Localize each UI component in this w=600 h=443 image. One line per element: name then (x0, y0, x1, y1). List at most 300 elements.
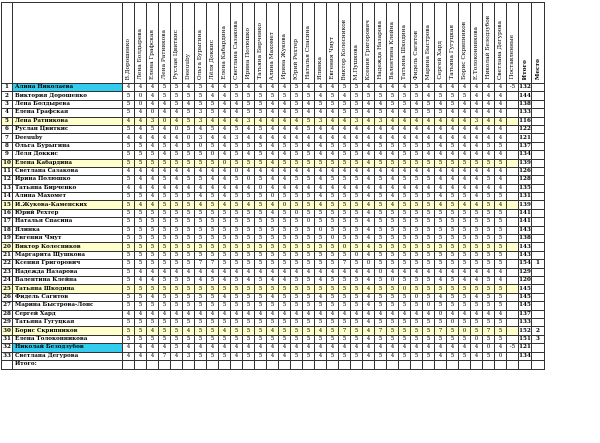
score-cell[interactable]: 4 (363, 176, 375, 184)
score-cell[interactable]: 5 (231, 302, 243, 310)
score-cell[interactable]: 5 (123, 293, 135, 301)
score-cell[interactable]: 5 (435, 226, 447, 234)
score-cell[interactable]: 5 (459, 302, 471, 310)
place-cell[interactable] (532, 209, 545, 217)
score-cell[interactable]: 4 (291, 310, 303, 318)
score-cell[interactable]: 4 (135, 184, 147, 192)
score-cell[interactable]: 4 (327, 109, 339, 117)
score-cell[interactable]: 5 (183, 125, 195, 133)
footer-score-cell[interactable] (195, 360, 207, 369)
total-cell[interactable]: 137 (519, 310, 531, 317)
score-cell[interactable]: 4 (483, 134, 495, 142)
score-cell[interactable]: 5 (387, 293, 399, 301)
score-cell[interactable]: 4 (207, 134, 219, 142)
score-cell[interactable]: 4 (351, 310, 363, 318)
score-cell[interactable]: 5 (171, 209, 183, 217)
score-cell[interactable]: 5 (327, 318, 339, 326)
score-cell[interactable]: 5 (303, 193, 315, 201)
score-cell[interactable]: 4 (363, 159, 375, 167)
score-cell[interactable]: 4 (267, 159, 279, 167)
score-cell[interactable]: 4 (375, 84, 387, 92)
score-cell[interactable]: 4 (279, 84, 291, 92)
score-cell[interactable]: 5 (267, 251, 279, 259)
score-cell[interactable]: 5 (375, 201, 387, 209)
score-cell[interactable]: 5 (231, 285, 243, 293)
score-cell[interactable]: 5 (123, 100, 135, 108)
score-cell[interactable]: 4 (315, 276, 327, 284)
score-cell[interactable]: 4 (255, 310, 267, 318)
score-cell[interactable]: 5 (243, 260, 255, 268)
score-cell[interactable]: 5 (303, 176, 315, 184)
score-cell[interactable]: 5 (399, 209, 411, 217)
score-cell[interactable]: 5 (327, 335, 339, 343)
score-cell[interactable]: 4 (219, 201, 231, 209)
score-cell[interactable]: 4 (351, 268, 363, 276)
score-cell[interactable]: 5 (339, 151, 351, 159)
score-cell[interactable]: 5 (399, 276, 411, 284)
judge-header[interactable] (147, 3, 159, 84)
score-cell[interactable]: 5 (399, 193, 411, 201)
score-cell[interactable]: 5 (387, 209, 399, 217)
score-cell[interactable]: 5 (171, 293, 183, 301)
score-cell[interactable]: 4 (207, 92, 219, 100)
row-number-cell[interactable]: 27 (3, 302, 11, 309)
score-cell[interactable]: 4 (159, 344, 171, 352)
footer-score-cell[interactable] (255, 360, 267, 369)
score-cell[interactable]: 4 (147, 92, 159, 100)
score-cell[interactable]: 5 (255, 159, 267, 167)
score-cell[interactable]: 4 (483, 310, 495, 318)
footer-score-cell[interactable] (363, 360, 375, 369)
score-cell[interactable]: 5 (339, 235, 351, 243)
score-cell[interactable]: 4 (207, 184, 219, 192)
score-cell[interactable]: 0 (375, 268, 387, 276)
score-cell[interactable]: 5 (423, 193, 435, 201)
row-number-cell[interactable]: 25 (3, 285, 11, 292)
score-cell[interactable]: 5 (303, 209, 315, 217)
score-cell[interactable]: 5 (351, 285, 363, 293)
score-cell[interactable]: 5 (159, 92, 171, 100)
participant-name-cell[interactable]: Елена Толоконникова (13, 335, 123, 343)
score-cell[interactable]: 4 (279, 184, 291, 192)
score-cell[interactable]: 4 (255, 117, 267, 125)
score-cell[interactable]: 5 (495, 218, 507, 226)
score-cell[interactable]: 5 (315, 235, 327, 243)
score-cell[interactable]: 4 (471, 134, 483, 142)
score-cell[interactable]: 5 (447, 100, 459, 108)
score-cell[interactable]: 4 (387, 117, 399, 125)
score-cell[interactable]: 5 (147, 209, 159, 217)
score-cell[interactable]: 5 (327, 176, 339, 184)
score-cell[interactable]: 4 (231, 344, 243, 352)
score-cell[interactable]: 4 (435, 125, 447, 133)
score-cell[interactable]: 4 (327, 268, 339, 276)
score-cell[interactable]: 4 (243, 84, 255, 92)
score-cell[interactable]: 5 (303, 125, 315, 133)
score-cell[interactable]: 5 (279, 159, 291, 167)
score-cell[interactable]: 4 (435, 276, 447, 284)
score-cell[interactable]: 4 (375, 125, 387, 133)
score-cell[interactable]: 4 (435, 142, 447, 150)
total-cell[interactable]: 144 (519, 92, 531, 99)
score-cell[interactable]: 4 (435, 352, 447, 360)
total-cell[interactable]: 141 (519, 218, 531, 225)
score-cell[interactable]: 5 (315, 218, 327, 226)
judge-header[interactable] (507, 3, 519, 84)
score-cell[interactable]: 4 (435, 151, 447, 159)
score-cell[interactable]: 0 (495, 352, 507, 360)
judge-header[interactable] (363, 3, 375, 84)
score-cell[interactable]: 4 (351, 344, 363, 352)
score-cell[interactable]: 4 (399, 268, 411, 276)
row-number-cell[interactable]: 6 (2, 125, 13, 133)
place-cell[interactable] (532, 193, 545, 201)
score-cell[interactable]: 5 (399, 302, 411, 310)
score-cell[interactable]: 4 (171, 109, 183, 117)
score-cell[interactable]: 5 (231, 159, 243, 167)
judge-header[interactable] (471, 3, 483, 84)
score-cell[interactable]: 4 (447, 84, 459, 92)
score-cell[interactable] (507, 335, 519, 343)
score-cell[interactable]: 4 (351, 184, 363, 192)
score-cell[interactable]: 4 (303, 109, 315, 117)
score-cell[interactable]: 5 (315, 285, 327, 293)
score-cell[interactable]: 4 (303, 84, 315, 92)
footer-score-cell[interactable] (183, 360, 195, 369)
score-cell[interactable]: 5 (351, 318, 363, 326)
score-cell[interactable]: 5 (183, 302, 195, 310)
score-cell[interactable]: 4 (219, 151, 231, 159)
score-cell[interactable]: 4 (483, 151, 495, 159)
score-cell[interactable]: 5 (459, 235, 471, 243)
row-number-cell[interactable]: 17 (3, 218, 11, 225)
participant-name-cell[interactable]: Маргарита Щушкова (13, 251, 123, 259)
score-cell[interactable]: 4 (243, 310, 255, 318)
score-cell[interactable]: 5 (207, 142, 219, 150)
score-cell[interactable]: 5 (375, 218, 387, 226)
score-cell[interactable]: 4 (471, 201, 483, 209)
score-cell[interactable]: 4 (207, 310, 219, 318)
score-cell[interactable]: 4 (135, 276, 147, 284)
score-cell[interactable]: 4 (279, 151, 291, 159)
score-cell[interactable]: 4 (267, 268, 279, 276)
score-cell[interactable]: 5 (171, 218, 183, 226)
participant-name-cell[interactable]: Фидель Сагитов (13, 293, 123, 301)
score-cell[interactable]: 4 (339, 167, 351, 175)
score-cell[interactable]: 4 (363, 84, 375, 92)
score-cell[interactable]: 5 (447, 327, 459, 335)
score-cell[interactable]: 5 (483, 209, 495, 217)
score-cell[interactable]: 5 (123, 318, 135, 326)
judge-header[interactable] (399, 3, 411, 84)
score-cell[interactable]: 0 (363, 260, 375, 268)
score-cell[interactable]: 5 (195, 335, 207, 343)
score-cell[interactable]: 5 (399, 176, 411, 184)
total-cell[interactable]: 121 (519, 344, 531, 351)
score-cell[interactable]: 5 (231, 209, 243, 217)
score-cell[interactable]: 5 (447, 201, 459, 209)
score-cell[interactable]: 4 (135, 134, 147, 142)
score-cell[interactable]: 4 (363, 276, 375, 284)
score-cell[interactable]: 5 (459, 159, 471, 167)
score-cell[interactable]: 4 (147, 276, 159, 284)
score-cell[interactable]: 4 (147, 193, 159, 201)
score-cell[interactable]: 4 (183, 84, 195, 92)
score-cell[interactable]: 4 (159, 125, 171, 133)
score-cell[interactable]: 4 (279, 109, 291, 117)
footer-num-cell[interactable] (2, 360, 13, 369)
participant-name-cell[interactable]: Елена Графская (13, 109, 123, 117)
score-cell[interactable]: 4 (135, 176, 147, 184)
score-cell[interactable]: 5 (495, 293, 507, 301)
score-cell[interactable]: 4 (471, 84, 483, 92)
score-cell[interactable]: 4 (471, 109, 483, 117)
score-cell[interactable]: 5 (303, 201, 315, 209)
footer-score-cell[interactable] (231, 360, 243, 369)
row-number-cell[interactable]: 30 (3, 327, 11, 334)
score-cell[interactable]: 5 (411, 218, 423, 226)
score-cell[interactable]: 3 (195, 109, 207, 117)
score-cell[interactable]: 5 (327, 142, 339, 150)
score-cell[interactable]: 4 (267, 209, 279, 217)
score-cell[interactable]: 5 (483, 293, 495, 301)
score-cell[interactable]: 5 (219, 302, 231, 310)
row-number-cell[interactable]: 20 (3, 243, 11, 250)
score-cell[interactable]: 5 (171, 151, 183, 159)
score-cell[interactable]: 4 (279, 344, 291, 352)
judge-header[interactable] (447, 3, 459, 84)
score-cell[interactable]: 5 (231, 293, 243, 301)
score-cell[interactable]: 5 (291, 218, 303, 226)
score-cell[interactable]: 4 (423, 92, 435, 100)
score-cell[interactable]: 4 (363, 184, 375, 192)
score-cell[interactable]: 4 (447, 125, 459, 133)
participant-name-cell[interactable]: Татьяна Шкодина (13, 285, 123, 293)
judge-header[interactable] (483, 3, 495, 84)
score-cell[interactable]: 5 (243, 209, 255, 217)
score-cell[interactable]: 5 (123, 226, 135, 234)
participant-name-cell[interactable]: Ксения Григорович (13, 260, 123, 268)
score-cell[interactable]: 4 (267, 167, 279, 175)
score-cell[interactable]: 4 (183, 344, 195, 352)
score-cell[interactable]: 5 (423, 159, 435, 167)
score-cell[interactable]: 5 (291, 201, 303, 209)
score-cell[interactable]: 7 (339, 327, 351, 335)
score-cell[interactable]: 5 (123, 176, 135, 184)
total-cell[interactable]: 145 (519, 302, 531, 309)
score-cell[interactable]: 4 (423, 344, 435, 352)
score-cell[interactable]: 4 (399, 344, 411, 352)
score-cell[interactable]: 4 (291, 268, 303, 276)
score-cell[interactable]: 4 (423, 268, 435, 276)
score-cell[interactable]: 5 (147, 243, 159, 251)
score-cell[interactable]: 4 (495, 167, 507, 175)
score-cell[interactable]: 4 (267, 176, 279, 184)
score-cell[interactable]: 5 (351, 226, 363, 234)
score-cell[interactable]: 4 (219, 268, 231, 276)
score-cell[interactable]: 5 (303, 318, 315, 326)
score-cell[interactable]: 4 (315, 201, 327, 209)
score-cell[interactable]: 4 (483, 167, 495, 175)
score-cell[interactable]: 5 (471, 243, 483, 251)
score-cell[interactable]: 5 (435, 251, 447, 259)
score-cell[interactable]: 5 (135, 302, 147, 310)
score-cell[interactable]: 5 (423, 260, 435, 268)
score-cell[interactable]: 5 (495, 235, 507, 243)
score-cell[interactable]: 4 (195, 344, 207, 352)
score-cell[interactable]: 5 (135, 218, 147, 226)
score-cell[interactable] (507, 134, 519, 142)
score-cell[interactable]: 5 (279, 142, 291, 150)
score-cell[interactable]: 4 (387, 184, 399, 192)
total-cell[interactable]: 133 (519, 109, 531, 116)
score-cell[interactable]: 5 (243, 218, 255, 226)
score-cell[interactable]: 5 (171, 201, 183, 209)
total-cell[interactable]: 138 (519, 100, 531, 107)
score-cell[interactable]: 4 (435, 134, 447, 142)
score-cell[interactable]: 5 (411, 201, 423, 209)
score-cell[interactable]: 5 (243, 352, 255, 360)
score-cell[interactable]: 4 (171, 142, 183, 150)
score-cell[interactable]: 5 (123, 218, 135, 226)
score-cell[interactable]: 5 (147, 302, 159, 310)
total-cell[interactable]: 145 (519, 293, 531, 300)
score-cell[interactable]: 4 (303, 134, 315, 142)
score-cell[interactable]: 5 (255, 318, 267, 326)
score-cell[interactable]: 5 (471, 318, 483, 326)
score-cell[interactable]: 0 (183, 134, 195, 142)
score-cell[interactable]: 5 (447, 235, 459, 243)
score-cell[interactable]: 4 (387, 151, 399, 159)
score-cell[interactable]: 5 (207, 243, 219, 251)
score-cell[interactable]: 4 (483, 117, 495, 125)
judge-header[interactable] (423, 3, 435, 84)
score-cell[interactable]: 4 (459, 201, 471, 209)
score-cell[interactable]: 5 (375, 226, 387, 234)
score-cell[interactable]: 4 (375, 134, 387, 142)
score-cell[interactable]: 5 (267, 218, 279, 226)
score-cell[interactable]: 4 (435, 184, 447, 192)
score-cell[interactable]: 5 (159, 159, 171, 167)
score-cell[interactable]: 5 (483, 285, 495, 293)
score-cell[interactable]: 4 (447, 134, 459, 142)
score-cell[interactable]: 5 (435, 335, 447, 343)
score-cell[interactable]: 5 (255, 352, 267, 360)
score-cell[interactable]: 5 (423, 276, 435, 284)
score-cell[interactable]: 4 (363, 142, 375, 150)
score-cell[interactable]: 4 (315, 310, 327, 318)
score-cell[interactable]: 5 (135, 226, 147, 234)
score-cell[interactable]: 5 (495, 285, 507, 293)
score-cell[interactable]: 5 (387, 92, 399, 100)
score-cell[interactable]: 4 (495, 125, 507, 133)
score-cell[interactable]: 5 (195, 218, 207, 226)
score-cell[interactable]: 5 (387, 159, 399, 167)
score-cell[interactable]: 5 (183, 193, 195, 201)
participant-name-cell[interactable]: Марина Быстрова-Лонс (13, 302, 123, 310)
score-cell[interactable]: 5 (183, 276, 195, 284)
score-cell[interactable]: 5 (411, 109, 423, 117)
score-cell[interactable]: 3 (243, 117, 255, 125)
score-cell[interactable]: 5 (267, 92, 279, 100)
place-cell[interactable] (532, 235, 545, 243)
score-cell[interactable]: 4 (483, 92, 495, 100)
score-cell[interactable]: 4 (459, 268, 471, 276)
score-cell[interactable]: 5 (375, 92, 387, 100)
score-cell[interactable]: 5 (255, 260, 267, 268)
score-cell[interactable]: 5 (387, 226, 399, 234)
score-cell[interactable]: 5 (435, 209, 447, 217)
footer-total-cell[interactable] (519, 360, 532, 369)
score-cell[interactable]: 4 (183, 184, 195, 192)
score-cell[interactable]: 5 (231, 201, 243, 209)
score-cell[interactable]: 5 (327, 285, 339, 293)
score-cell[interactable]: 5 (135, 243, 147, 251)
score-cell[interactable]: 5 (375, 235, 387, 243)
score-cell[interactable]: 5 (243, 318, 255, 326)
score-cell[interactable]: 4 (399, 125, 411, 133)
score-cell[interactable]: 5 (399, 151, 411, 159)
score-cell[interactable]: 5 (171, 285, 183, 293)
score-cell[interactable]: 5 (195, 176, 207, 184)
score-cell[interactable]: 5 (423, 243, 435, 251)
score-cell[interactable]: 4 (147, 327, 159, 335)
score-cell[interactable]: 5 (171, 243, 183, 251)
score-cell[interactable]: 4 (471, 276, 483, 284)
score-cell[interactable]: 3 (183, 352, 195, 360)
score-cell[interactable]: 0 (279, 201, 291, 209)
score-cell[interactable]: 4 (171, 310, 183, 318)
score-cell[interactable] (507, 151, 519, 159)
score-cell[interactable]: 5 (147, 260, 159, 268)
score-cell[interactable]: 0 (171, 125, 183, 133)
score-cell[interactable]: 5 (411, 352, 423, 360)
score-cell[interactable]: 5 (435, 318, 447, 326)
score-cell[interactable]: 5 (339, 176, 351, 184)
score-cell[interactable]: 5 (423, 251, 435, 259)
score-cell[interactable]: 4 (207, 268, 219, 276)
total-cell[interactable]: 138 (519, 235, 531, 242)
score-cell[interactable]: 5 (195, 226, 207, 234)
score-cell[interactable]: 5 (279, 226, 291, 234)
score-cell[interactable]: 5 (279, 193, 291, 201)
score-cell[interactable]: 5 (423, 209, 435, 217)
score-cell[interactable]: 5 (291, 352, 303, 360)
score-cell[interactable]: 5 (375, 193, 387, 201)
score-cell[interactable]: 5 (375, 209, 387, 217)
score-cell[interactable]: 4 (471, 92, 483, 100)
score-cell[interactable]: 5 (411, 318, 423, 326)
score-cell[interactable]: 4 (123, 84, 135, 92)
score-cell[interactable]: 5 (195, 84, 207, 92)
score-cell[interactable]: 5 (207, 327, 219, 335)
score-cell[interactable]: 5 (243, 302, 255, 310)
score-cell[interactable]: 5 (327, 100, 339, 108)
score-cell[interactable]: 4 (315, 92, 327, 100)
score-cell[interactable]: 5 (279, 235, 291, 243)
total-cell[interactable]: 139 (519, 201, 531, 208)
score-cell[interactable]: 5 (351, 193, 363, 201)
score-cell[interactable] (507, 142, 519, 150)
score-cell[interactable]: 5 (423, 218, 435, 226)
score-cell[interactable]: 5 (411, 335, 423, 343)
score-cell[interactable]: 4 (303, 310, 315, 318)
score-cell[interactable]: 5 (231, 276, 243, 284)
score-cell[interactable]: 5 (267, 302, 279, 310)
score-cell[interactable]: 5 (147, 218, 159, 226)
score-cell[interactable] (507, 327, 519, 335)
score-cell[interactable]: 5 (411, 142, 423, 150)
